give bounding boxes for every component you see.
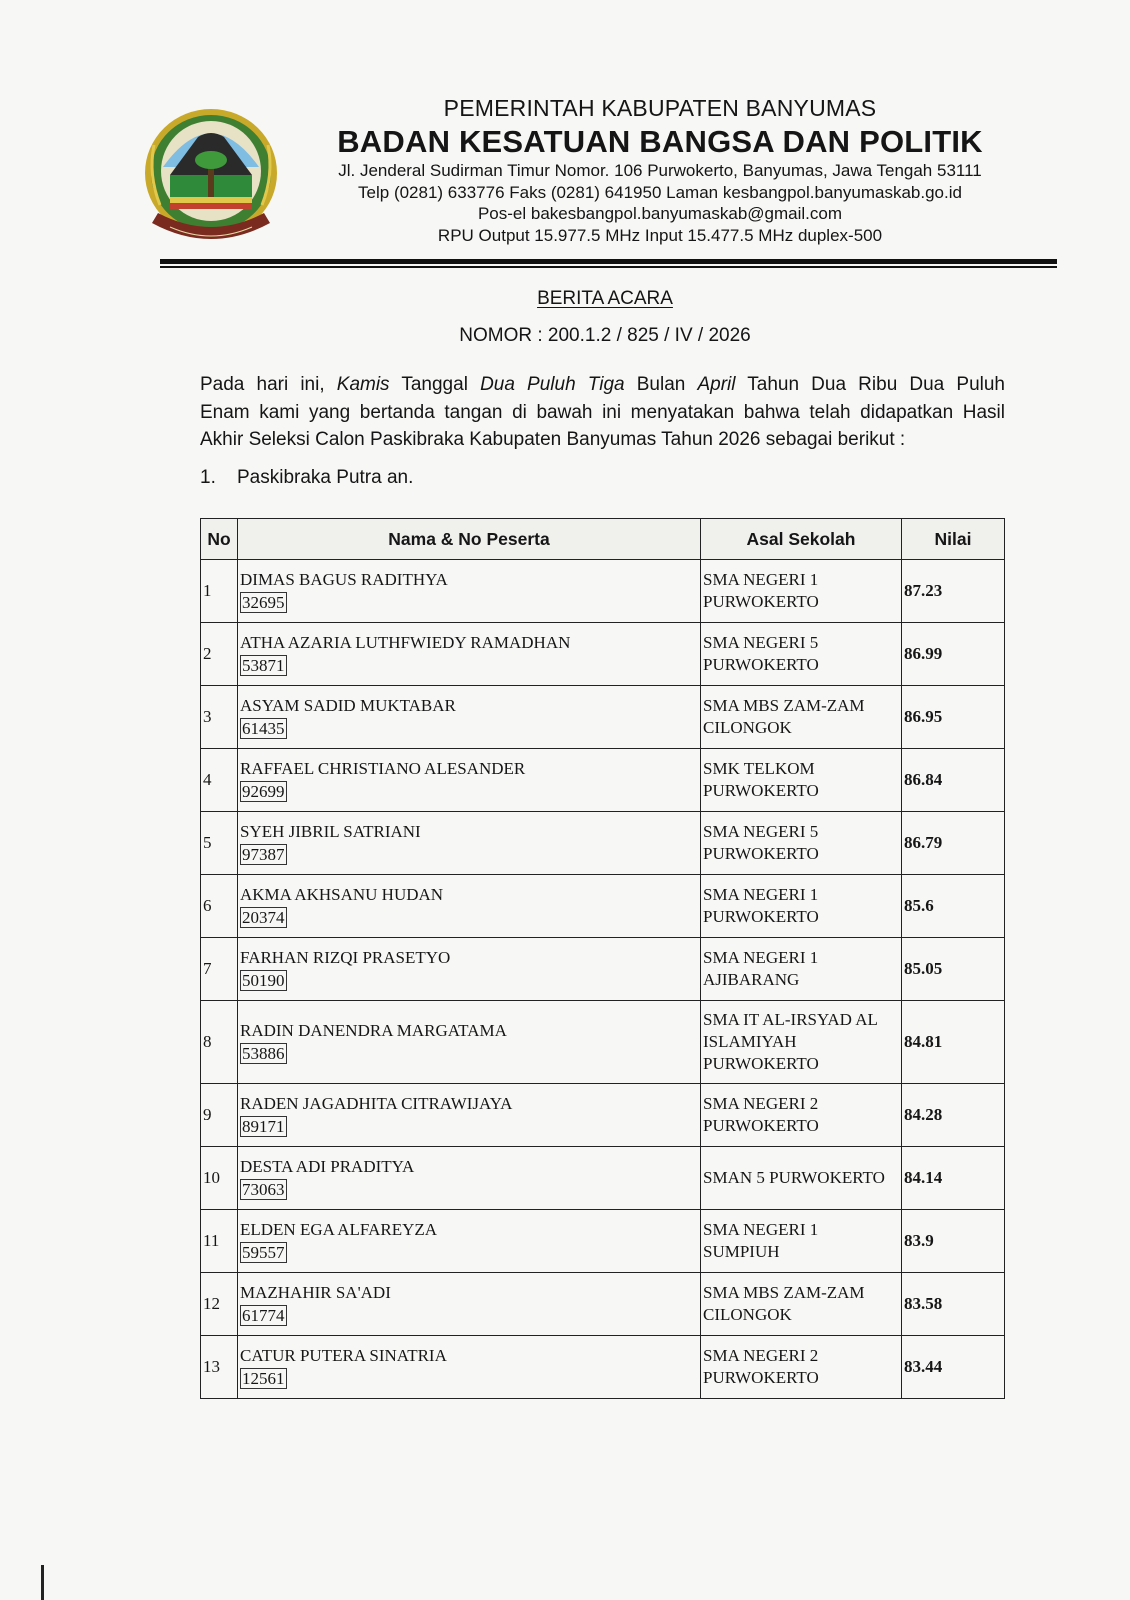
cell-school (701, 1273, 902, 1336)
participant-name: RADIN DANENDRA MARGATAMA (240, 1020, 507, 1040)
school-line: PURWOKERTO (703, 907, 819, 926)
participant-name: ELDEN EGA ALFAREYZA (240, 1219, 438, 1239)
cell-name (238, 686, 701, 749)
paragraph-line-1: Pada hari ini, Kamis Tanggal Dua Puluh Tiga Bulan April Tahun Dua Ribu Dua Puluh (200, 374, 1005, 395)
participant-number: 73063 (242, 1179, 285, 1199)
cell-name (238, 623, 701, 686)
participant-name: DIMAS BAGUS RADITHYA (240, 569, 448, 589)
school-line: SMA NEGERI 1 (703, 570, 819, 589)
school-line: PURWOKERTO (703, 1054, 819, 1073)
table-row (201, 1001, 1005, 1084)
school-line: SMA NEGERI 2 (703, 1094, 819, 1113)
cell-no: 1 (201, 560, 238, 623)
cell-name (238, 1336, 701, 1399)
cell-name (238, 1273, 701, 1336)
table-row (201, 686, 1005, 749)
agency-contact: Telp (0281) 633776 Faks (0281) 641950 Laman kesbangpol.banyumaskab.go.id (358, 182, 962, 202)
school-line: SMA NEGERI 2 (703, 1346, 819, 1365)
letterhead (290, 93, 1030, 246)
participant-number: 12561 (242, 1368, 285, 1388)
regency-logo-icon (140, 105, 282, 255)
letterhead-rule-thick (160, 259, 1057, 264)
cell-score: 83.9 (902, 1210, 1005, 1273)
cell-school (701, 812, 902, 875)
header-name: Nama & No Peserta (238, 519, 701, 560)
cell-score: 86.99 (902, 623, 1005, 686)
list-number: 1. (200, 467, 216, 488)
cell-score: 84.28 (902, 1084, 1005, 1147)
cell-school (701, 686, 902, 749)
cell-name (238, 875, 701, 938)
cell-name (238, 560, 701, 623)
cell-score: 86.79 (902, 812, 1005, 875)
participant-number: 20374 (242, 907, 285, 927)
school-line: SMA NEGERI 5 (703, 633, 819, 652)
cell-no: 10 (201, 1147, 238, 1210)
cell-no: 12 (201, 1273, 238, 1336)
document-title: BERITA ACARA (537, 288, 673, 309)
cell-score: 85.6 (902, 875, 1005, 938)
cell-school (701, 749, 902, 812)
paragraph-line-3: Akhir Seleksi Calon Paskibraka Kabupaten Banyumas Tahun 2026 sebagai berikut : (200, 429, 906, 450)
cell-score: 85.05 (902, 938, 1005, 1001)
school-line: SMA IT AL-IRSYAD AL (703, 1010, 878, 1029)
table-row (201, 1336, 1005, 1399)
participant-name: CATUR PUTERA SINATRIA (240, 1345, 447, 1365)
cell-score: 86.95 (902, 686, 1005, 749)
cell-name (238, 749, 701, 812)
letterhead-rule-thin (160, 266, 1057, 268)
participant-name: ASYAM SADID MUKTABAR (240, 695, 456, 715)
table-row (201, 1147, 1005, 1210)
school-line: CILONGOK (703, 1305, 792, 1324)
participant-name: ATHA AZARIA LUTHFWIEDY RAMADHAN (240, 632, 571, 652)
cell-no: 7 (201, 938, 238, 1001)
agency-name: BADAN KESATUAN BANGSA DAN POLITIK (337, 124, 983, 159)
cell-name (238, 938, 701, 1001)
school-line: SUMPIUH (703, 1242, 780, 1261)
cell-no: 2 (201, 623, 238, 686)
cell-no: 5 (201, 812, 238, 875)
participant-name: AKMA AKHSANU HUDAN (240, 884, 444, 904)
cell-school (701, 1336, 902, 1399)
opening-paragraph (200, 371, 1005, 454)
government-name: PEMERINTAH KABUPATEN BANYUMAS (443, 95, 877, 121)
school-line: AJIBARANG (703, 970, 800, 989)
header-no: No (201, 519, 238, 560)
cell-school (701, 1210, 902, 1273)
school-line: SMA NEGERI 1 (703, 1220, 819, 1239)
header-score: Nilai (902, 519, 1005, 560)
table-row (201, 1084, 1005, 1147)
school-line: PURWOKERTO (703, 592, 819, 611)
results-table (200, 518, 1005, 1399)
cell-name (238, 812, 701, 875)
day-name: Kamis (336, 374, 390, 395)
school-line: SMA NEGERI 5 (703, 822, 819, 841)
participant-number: 59557 (242, 1242, 285, 1262)
cell-school (701, 875, 902, 938)
header-school: Asal Sekolah (701, 519, 902, 560)
participant-number: 61774 (242, 1305, 285, 1325)
participant-number: 92699 (242, 781, 285, 801)
table-row (201, 938, 1005, 1001)
date-words: Dua Puluh Tiga (480, 374, 625, 395)
document-number: NOMOR : 200.1.2 / 825 / IV / 2026 (459, 325, 751, 346)
cell-no: 11 (201, 1210, 238, 1273)
agency-address: Jl. Jenderal Sudirman Timur Nomor. 106 Purwokerto, Banyumas, Jawa Tengah 53111 (338, 161, 982, 180)
school-line: PURWOKERTO (703, 844, 819, 863)
cell-name (238, 1210, 701, 1273)
cell-school (701, 560, 902, 623)
school-line: SMA MBS ZAM-ZAM (703, 1283, 865, 1302)
school-line: PURWOKERTO (703, 655, 819, 674)
school-line: SMK TELKOM (703, 759, 815, 778)
participant-name: SYEH JIBRIL SATRIANI (240, 821, 421, 841)
table-row (201, 1273, 1005, 1336)
cell-no: 9 (201, 1084, 238, 1147)
participant-name: RAFFAEL CHRISTIANO ALESANDER (240, 758, 526, 778)
cell-no: 4 (201, 749, 238, 812)
participant-number: 53886 (242, 1043, 285, 1063)
month-name: April (697, 374, 736, 395)
participant-number: 89171 (242, 1116, 285, 1136)
school-line: SMA MBS ZAM-ZAM (703, 696, 865, 715)
school-line: SMAN 5 PURWOKERTO (703, 1168, 885, 1187)
cell-no: 8 (201, 1001, 238, 1084)
scan-edge-mark (41, 1565, 44, 1600)
participant-number: 61435 (242, 718, 285, 738)
cell-score: 83.58 (902, 1273, 1005, 1336)
participant-name: DESTA ADI PRADITYA (240, 1156, 415, 1176)
cell-score: 86.84 (902, 749, 1005, 812)
list-label: Paskibraka Putra an. (237, 467, 414, 488)
agency-radio: RPU Output 15.977.5 MHz Input 15.477.5 MHz duplex-500 (437, 225, 883, 245)
participant-name: FARHAN RIZQI PRASETYO (240, 947, 451, 967)
agency-email: Pos-el bakesbangpol.banyumaskab@gmail.com (477, 204, 843, 223)
cell-no: 3 (201, 686, 238, 749)
participant-number: 53871 (242, 655, 285, 675)
cell-school (701, 1084, 902, 1147)
cell-score: 87.23 (902, 560, 1005, 623)
table-row (201, 560, 1005, 623)
school-line: PURWOKERTO (703, 1116, 819, 1135)
table-row (201, 875, 1005, 938)
school-line: PURWOKERTO (703, 1368, 819, 1387)
participant-name: MAZHAHIR SA'ADI (240, 1282, 391, 1302)
cell-no: 13 (201, 1336, 238, 1399)
cell-school (701, 623, 902, 686)
cell-school (701, 938, 902, 1001)
table-row (201, 623, 1005, 686)
list-item-heading (200, 467, 413, 489)
cell-name (238, 1084, 701, 1147)
table-row (201, 1210, 1005, 1273)
cell-no: 6 (201, 875, 238, 938)
cell-school (701, 1147, 902, 1210)
cell-school (701, 1001, 902, 1084)
participant-name: RADEN JAGADHITA CITRAWIJAYA (240, 1093, 513, 1113)
table-row (201, 749, 1005, 812)
cell-name (238, 1147, 701, 1210)
participant-number: 32695 (242, 592, 285, 612)
paragraph-line-2: Enam kami yang bertanda tangan di bawah ini menyatakan bahwa telah didapatkan Hasil (200, 401, 1005, 423)
school-line: ISLAMIYAH (703, 1032, 797, 1051)
cell-score: 84.14 (902, 1147, 1005, 1210)
school-line: CILONGOK (703, 718, 792, 737)
table-row (201, 812, 1005, 875)
school-line: SMA NEGERI 1 (703, 885, 819, 904)
participant-number: 50190 (242, 970, 285, 990)
cell-name (238, 1001, 701, 1084)
school-line: SMA NEGERI 1 (703, 948, 819, 967)
participant-number: 97387 (242, 844, 285, 864)
table-header-row (201, 519, 1005, 560)
school-line: PURWOKERTO (703, 781, 819, 800)
cell-score: 83.44 (902, 1336, 1005, 1399)
cell-score: 84.81 (902, 1001, 1005, 1084)
